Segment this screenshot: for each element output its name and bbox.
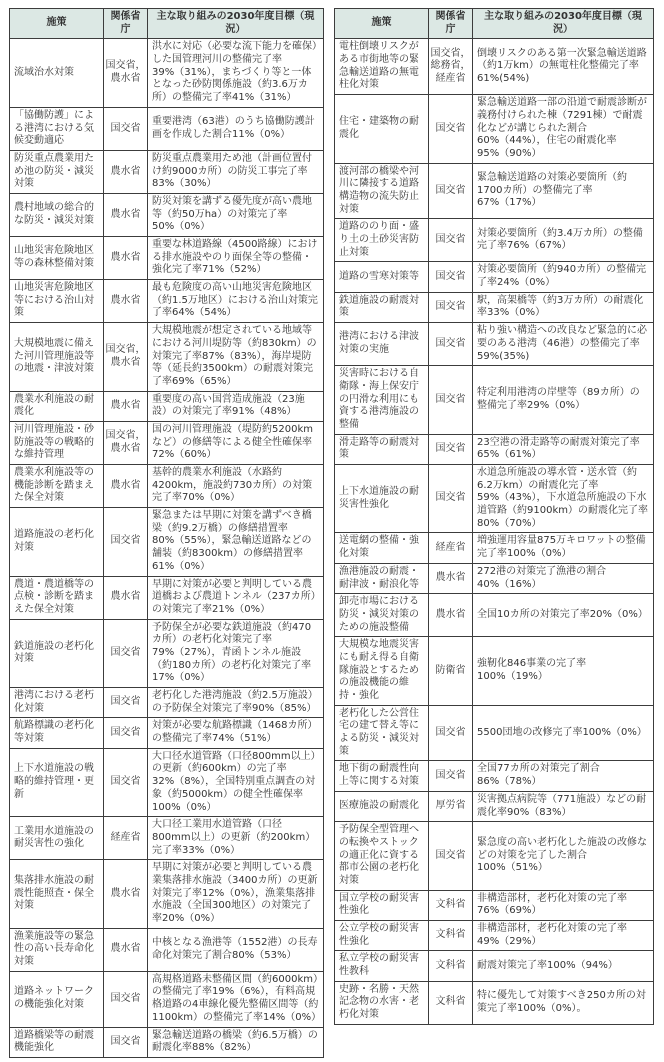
agency-cell: 国交省，農水省 bbox=[104, 323, 148, 391]
policy-cell: 山地災害危険地区等における治山対策 bbox=[10, 280, 104, 323]
agency-cell: 国交省 bbox=[104, 688, 148, 718]
agency-cell: 国交省 bbox=[429, 323, 473, 366]
policy-cell: 漁業施設等の緊急性の高い長寿命化対策 bbox=[10, 928, 104, 971]
table-row bbox=[10, 323, 324, 391]
table-row bbox=[10, 150, 324, 193]
table-row bbox=[335, 533, 654, 563]
table-row bbox=[10, 465, 324, 508]
agency-cell: 国交省 bbox=[104, 107, 148, 150]
table-row bbox=[10, 391, 324, 421]
policy-cell: 農村地域の総合的な防災・減災対策 bbox=[10, 193, 104, 236]
table-header-row bbox=[10, 9, 324, 39]
policy-cell: 電柱倒壊リスクがある市街地等の緊急輸送道路の無電柱化対策 bbox=[335, 39, 429, 95]
agency-cell: 国交省，農水省 bbox=[104, 39, 148, 107]
agency-cell: 厚労省 bbox=[429, 791, 473, 821]
table-row bbox=[335, 594, 654, 637]
policy-cell: 道路ののり面・盛り土の土砂災害防止対策 bbox=[335, 219, 429, 262]
target-cell: 大口径水道管路（口径800mm以上）の更新（約600km）の完了率32%（8%），全国特別重点調査の対象（約5000km）の健全性確保率100%（0%） bbox=[148, 748, 324, 816]
table-row bbox=[335, 95, 654, 163]
target-cell: 272港の対策完了漁港の割合40%（16%） bbox=[473, 563, 654, 593]
agency-cell: 国交省，総務省，経産省 bbox=[429, 39, 473, 95]
target-cell: 増強運用容量875万キロワットの整備完了率100%（0%） bbox=[473, 533, 654, 563]
table-row bbox=[10, 817, 324, 860]
table-row bbox=[10, 971, 324, 1027]
agency-cell: 経産省 bbox=[429, 533, 473, 563]
table-row bbox=[10, 39, 324, 107]
agency-cell: 農水省 bbox=[104, 237, 148, 280]
policy-cell: 農業水利施設の耐震化 bbox=[10, 391, 104, 421]
agency-cell: 農水省 bbox=[104, 280, 148, 323]
policy-cell: 道路の雪寒対策等 bbox=[335, 262, 429, 292]
target-cell: 重要港湾（63港）のうち協働防護計画を作成した割合11%（0%） bbox=[148, 107, 324, 150]
column-header-policy: 施策 bbox=[10, 9, 104, 39]
target-cell: 中核となる漁港等（1552港）の長寿命化対策完了割合80%（53%） bbox=[148, 928, 324, 971]
target-cell: 重要度の高い国営造成施設（23施設）の対策完了率91%（48%） bbox=[148, 391, 324, 421]
agency-cell: 農水省 bbox=[104, 928, 148, 971]
policy-cell: 地下街の耐震性向上等に関する対策 bbox=[335, 761, 429, 791]
policy-cell: 住宅・建築物の耐震化 bbox=[335, 95, 429, 163]
agency-cell: 国交省 bbox=[429, 822, 473, 890]
policy-cell: 国立学校の耐災害性強化 bbox=[335, 890, 429, 920]
target-cell: 全国10カ所の対策完了率20%（0%） bbox=[473, 594, 654, 637]
agency-cell: 文科省 bbox=[429, 921, 473, 951]
policy-cell: 道路施設の老朽化対策 bbox=[10, 508, 104, 576]
policy-cell: 山地災害危険地区等の森林整備対策 bbox=[10, 237, 104, 280]
measures-table-right bbox=[334, 8, 654, 1025]
policy-cell: 私立学校の耐災害性教科 bbox=[335, 951, 429, 981]
policy-cell: 医療施設の耐震化 bbox=[335, 791, 429, 821]
agency-cell: 文科省 bbox=[429, 951, 473, 981]
policy-cell: 航路標識の老朽化等対策 bbox=[10, 718, 104, 748]
policy-cell: 老朽化した公営住宅の建て替え等による防災・減災対策 bbox=[335, 705, 429, 761]
column-header-target: 主な取り組みの2030年度目標（現況） bbox=[473, 9, 654, 39]
agency-cell: 国交省，農水省 bbox=[104, 421, 148, 464]
agency-cell: 国交省 bbox=[429, 434, 473, 464]
table-row bbox=[335, 890, 654, 920]
policy-cell: 農道・農道橋等の点検・診断を踏まえた保全対策 bbox=[10, 576, 104, 619]
agency-cell: 国交省 bbox=[429, 262, 473, 292]
column-header-target: 主な取り組みの2030年度目標（現況） bbox=[148, 9, 324, 39]
table-row bbox=[335, 637, 654, 705]
agency-cell: 国交省 bbox=[429, 292, 473, 322]
target-cell: 基幹的農業水利施設（水路約4200km，施設約730カ所）の対策完了率70%（0%） bbox=[148, 465, 324, 508]
target-cell: 特に優先して対策すべき250カ所の対策完了率100%（0%）。 bbox=[473, 981, 654, 1024]
target-cell: 国の河川管理施設（堤防約5200kmなど）の修繕等による健全性確保率72%（60%） bbox=[148, 421, 324, 464]
table-row bbox=[10, 193, 324, 236]
target-cell: 対策が必要な航路標識（1468カ所）の整備完了率74%（51%） bbox=[148, 718, 324, 748]
target-cell: 緊急輸送道路一部の沿道で耐震診断が義務付けられた棟（7291棟）で耐震化などが講じられた割合60%（44%），住宅の耐震化率95%（90%） bbox=[473, 95, 654, 163]
policy-cell: 滑走路等の耐震対策 bbox=[335, 434, 429, 464]
policy-cell: 「協働防護」による港湾における気候変動適応 bbox=[10, 107, 104, 150]
target-cell: 強靭化846事業の完了率100%（19%） bbox=[473, 637, 654, 705]
policy-cell: 港湾における津波対策の実施 bbox=[335, 323, 429, 366]
target-cell: 緊急輸送道路の対策必要箇所（約1700カ所）の整備完了率67%（17%） bbox=[473, 163, 654, 219]
target-cell: 対策必要箇所（約940カ所）の整備完了率24%（0%） bbox=[473, 262, 654, 292]
target-cell: 最も危険度の高い山地災害危険地区（約1.5万地区）における治山対策完了率64%（54%） bbox=[148, 280, 324, 323]
table-header-row bbox=[335, 9, 654, 39]
policy-cell: 卸売市場における防災・減災対策のための施設整備 bbox=[335, 594, 429, 637]
policy-cell: 公立学校の耐災害性強化 bbox=[335, 921, 429, 951]
table-row bbox=[335, 39, 654, 95]
target-cell: 緊急または早期に対策を講ずべき橋梁（約9.2万橋）の修繕措置率80%（55%），緊急輸送道路などの舗装（約8300km）の修繕措置率61%（0%） bbox=[148, 508, 324, 576]
agency-cell: 国交省 bbox=[429, 761, 473, 791]
table-row bbox=[335, 822, 654, 890]
policy-cell: 大規模な地震災害にも耐え得る自衛隊施設とするための施設機能の維持・強化 bbox=[335, 637, 429, 705]
agency-cell: 農水省 bbox=[104, 391, 148, 421]
target-cell: 粘り強い構造への改良など緊急的に必要のある港湾（46港）の整備完了率59%(35%) bbox=[473, 323, 654, 366]
target-cell: 駅，高架橋等（約3万カ所）の耐震化率33%（0%） bbox=[473, 292, 654, 322]
policy-cell: 農業水利施設等の機能診断を踏まえた保全対策 bbox=[10, 465, 104, 508]
policy-cell: 集落排水施設の耐震性能照査・保全対策 bbox=[10, 860, 104, 928]
table-row bbox=[335, 563, 654, 593]
policy-cell: 上下水道施設の耐災害性強化 bbox=[335, 465, 429, 533]
target-cell: 老朽化した港湾施設（約2.5万施設）の予防保全対策完了率90%（85%） bbox=[148, 688, 324, 718]
policy-cell: 上下水道施設の戦略的維持管理・更新 bbox=[10, 748, 104, 816]
target-cell: 対策必要箇所（約3.4万カ所）の整備完了率76%（67%） bbox=[473, 219, 654, 262]
agency-cell: 国交省 bbox=[429, 465, 473, 533]
agency-cell: 経産省 bbox=[104, 817, 148, 860]
policy-cell: 災害時における自衛隊・海上保安庁の円滑な利用にも資する港湾施設の整備 bbox=[335, 366, 429, 434]
table-row bbox=[10, 718, 324, 748]
table-row bbox=[335, 323, 654, 366]
target-cell: 緊急度の高い老朽化した施設の改修などの対策を完了した割合100%（51%） bbox=[473, 822, 654, 890]
column-header-agency: 関係省庁 bbox=[429, 9, 473, 39]
target-cell: 大規模地震が想定されている地域等における河川堤防等（約830km）の対策完了率87%（83%），海岸堤防等（延長約3500km）の耐震対策完了率69%（65%） bbox=[148, 323, 324, 391]
measures-table-left bbox=[9, 8, 324, 1058]
table-row bbox=[10, 688, 324, 718]
target-cell: 緊急輸送道路の橋梁（約6.5万橋）の耐震化率88%（82%） bbox=[148, 1027, 324, 1057]
target-cell: 水道急所施設の導水管・送水管（約6.2万km）の耐震化完了率59%（43%），下水道急所施設の下水道管路（約9100km）の耐震化完了率80%（70%） bbox=[473, 465, 654, 533]
column-header-agency: 関係省庁 bbox=[104, 9, 148, 39]
agency-cell: 農水省 bbox=[429, 594, 473, 637]
target-cell: 23空港の滑走路等の耐震対策完了率65%（61%） bbox=[473, 434, 654, 464]
target-cell: 早期に対策が必要と判明している農道橋および農道トンネル（237カ所）の対策完了率21%（0%） bbox=[148, 576, 324, 619]
table-row bbox=[335, 434, 654, 464]
agency-cell: 国交省 bbox=[429, 366, 473, 434]
policy-cell: 渡河部の橋梁や河川に隣接する道路構造物の流失防止対策 bbox=[335, 163, 429, 219]
target-cell: 高規格道路未整備区間（約6000km）の整備完了率19%（6%），有料高規格道路の4車線化優先整備区間等（約1100km）の整備完了率14%（0%） bbox=[148, 971, 324, 1027]
policy-cell: 道路ネットワークの機能強化対策 bbox=[10, 971, 104, 1027]
agency-cell: 農水省 bbox=[429, 563, 473, 593]
agency-cell: 農水省 bbox=[104, 465, 148, 508]
table-row bbox=[335, 465, 654, 533]
table-row bbox=[335, 951, 654, 981]
agency-cell: 国交省 bbox=[104, 508, 148, 576]
agency-cell: 国交省 bbox=[429, 219, 473, 262]
table-row bbox=[335, 219, 654, 262]
policy-cell: 工業用水道施設の耐災害性の強化 bbox=[10, 817, 104, 860]
policy-cell: 道路橋梁等の耐震機能強化 bbox=[10, 1027, 104, 1057]
policy-cell: 送電網の整備・強化対策 bbox=[335, 533, 429, 563]
policy-cell: 鉄道施設の老朽化対策 bbox=[10, 619, 104, 687]
target-cell: 早期に対策が必要と判明している農業集落排水施設（3400カ所）の更新対策完了率12%（0%），漁業集落排水施設（全国300地区）の対策完了率20%（0%） bbox=[148, 860, 324, 928]
table-row bbox=[335, 761, 654, 791]
agency-cell: 農水省 bbox=[104, 193, 148, 236]
agency-cell: 農水省 bbox=[104, 860, 148, 928]
target-cell: 耐震対策完了率100%（94%） bbox=[473, 951, 654, 981]
target-cell: 特定利用港湾の岸壁等（89カ所）の整備完了率29%（0%） bbox=[473, 366, 654, 434]
table-row bbox=[335, 163, 654, 219]
target-cell: 災害拠点病院等（771施設）などの耐震化率90%（83%） bbox=[473, 791, 654, 821]
agency-cell: 農水省 bbox=[104, 576, 148, 619]
column-header-policy: 施策 bbox=[335, 9, 429, 39]
table-row bbox=[10, 421, 324, 464]
agency-cell: 文科省 bbox=[429, 981, 473, 1024]
policy-cell: 河川管理施設・砂防施設等の戦略的な維持管理 bbox=[10, 421, 104, 464]
agency-cell: 防衛省 bbox=[429, 637, 473, 705]
target-cell: 防災重点農業用ため池（計画位置付け約9000カ所）の防災工事完了率83%（30%） bbox=[148, 150, 324, 193]
table-row bbox=[335, 981, 654, 1024]
policy-cell: 大規模地震に備えた河川管理施設等の地震・津波対策 bbox=[10, 323, 104, 391]
target-cell: 防災対策を講ずる優先度が高い農地等（約50万ha）の対策完了率50%（0%） bbox=[148, 193, 324, 236]
target-cell: 大口径工業用水道管路（口径800mm以上）の更新（約200km）完了率33%（0%） bbox=[148, 817, 324, 860]
table-row bbox=[10, 508, 324, 576]
table-row bbox=[10, 1027, 324, 1057]
policy-cell: 漁港施設の耐震・耐津波・耐浪化等 bbox=[335, 563, 429, 593]
policy-cell: 流域治水対策 bbox=[10, 39, 104, 107]
table-row bbox=[10, 280, 324, 323]
policy-cell: 鉄道施設の耐震対策 bbox=[335, 292, 429, 322]
agency-cell: 国交省 bbox=[429, 95, 473, 163]
table-row bbox=[335, 366, 654, 434]
target-cell: 非構造部材，老朽化対策の完了率76%（69%） bbox=[473, 890, 654, 920]
agency-cell: 国交省 bbox=[104, 1027, 148, 1057]
table-row bbox=[335, 262, 654, 292]
agency-cell: 国交省 bbox=[104, 619, 148, 687]
target-cell: 倒壊リスクのある第一次緊急輸送道路（約1万km）の無電柱化整備完了率61%(54%) bbox=[473, 39, 654, 95]
table-row bbox=[10, 576, 324, 619]
table-row bbox=[335, 292, 654, 322]
agency-cell: 文科省 bbox=[429, 890, 473, 920]
target-cell: 洪水に対応（必要な流下能力を確保）した国管理河川の整備完了率39%（31%），まちづくり等と一体となった砂防関係施設（約3.6万カ所）の整備完了率41%（31%） bbox=[148, 39, 324, 107]
table-row bbox=[10, 928, 324, 971]
table-row bbox=[335, 705, 654, 761]
agency-cell: 国交省 bbox=[104, 748, 148, 816]
table-row bbox=[10, 619, 324, 687]
agency-cell: 農水省 bbox=[104, 150, 148, 193]
table-row bbox=[10, 860, 324, 928]
table-row bbox=[10, 237, 324, 280]
policy-cell: 防災重点農業用ため池の防災・減災対策 bbox=[10, 150, 104, 193]
agency-cell: 国交省 bbox=[429, 705, 473, 761]
policy-cell: 予防保全型管理への転換やストックの適正化に資する都市公園の老朽化対策 bbox=[335, 822, 429, 890]
agency-cell: 国交省 bbox=[104, 971, 148, 1027]
table-row bbox=[10, 107, 324, 150]
table-row bbox=[335, 921, 654, 951]
policy-cell: 史跡・名勝・天然記念物の水害・老朽化対策 bbox=[335, 981, 429, 1024]
agency-cell: 国交省 bbox=[429, 163, 473, 219]
target-cell: 予防保全が必要な鉄道施設（約470カ所）の老朽化対策完了率79%（27%），青函トンネル施設（約180カ所）の老朽化対策完了率17%（0%） bbox=[148, 619, 324, 687]
policy-cell: 港湾における老朽化対策 bbox=[10, 688, 104, 718]
target-cell: 5500団地の改修完了率100%（0%） bbox=[473, 705, 654, 761]
target-cell: 重要な林道路線（4500路線）における排水施設やのり面保全等の整備・強化完了率71%（52%） bbox=[148, 237, 324, 280]
table-row bbox=[10, 748, 324, 816]
table-row bbox=[335, 791, 654, 821]
target-cell: 非構造部材，老朽化対策の完了率49%（29%） bbox=[473, 921, 654, 951]
target-cell: 全国77カ所の対策完了割合86%（78%） bbox=[473, 761, 654, 791]
agency-cell: 国交省 bbox=[104, 718, 148, 748]
